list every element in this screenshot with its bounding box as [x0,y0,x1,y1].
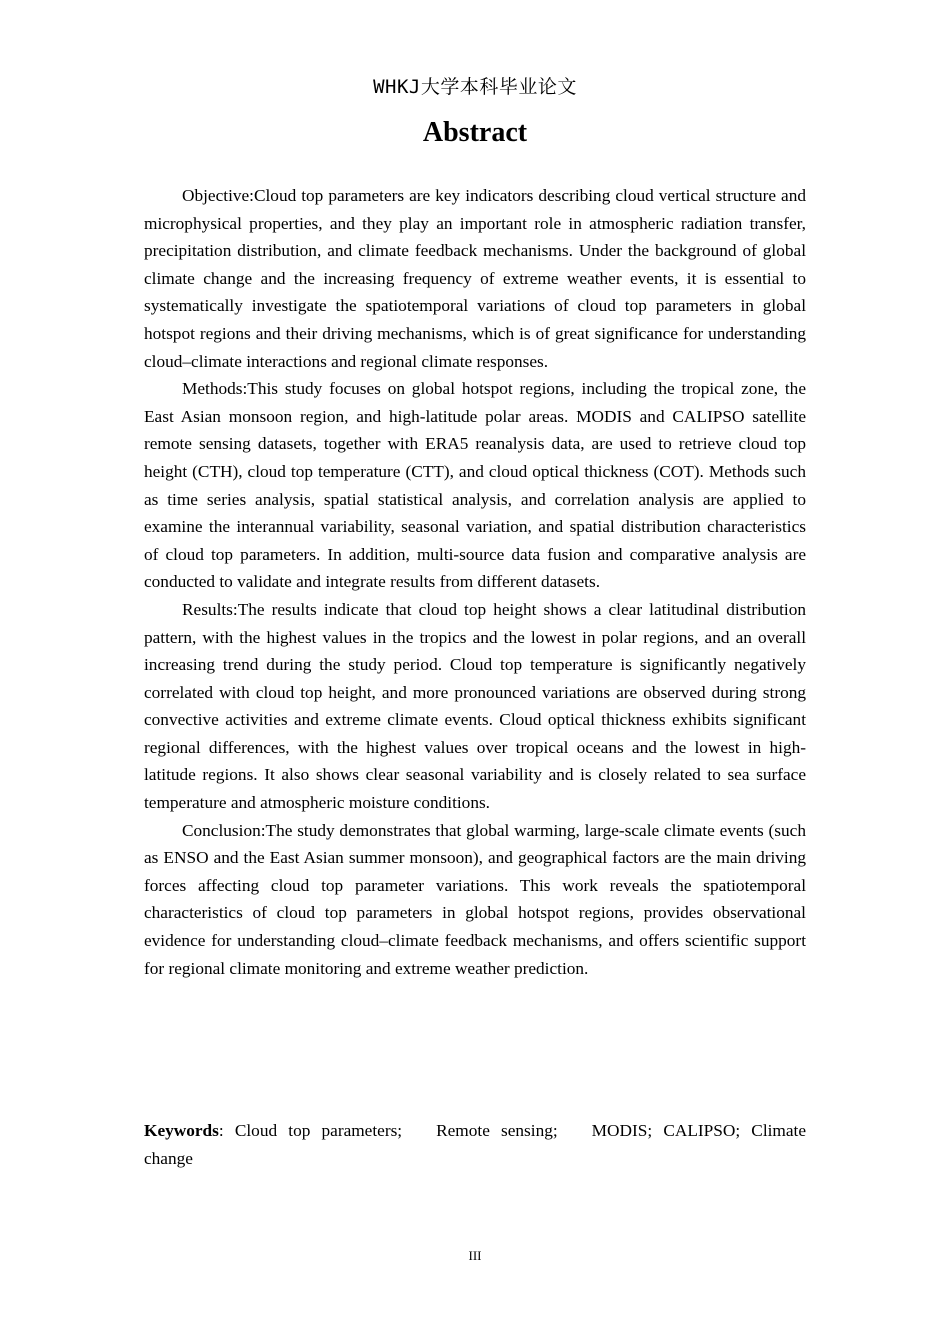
keyword-item: MODIS; CALIPSO; Climate change [144,1121,807,1168]
page-title: Abstract [422,117,528,148]
running-header: WHKJ大学本科毕业论文 [373,76,577,98]
keyword-item: Cloud top parameters; [234,1121,403,1140]
keywords-label: Keywords [144,1121,219,1140]
keywords-separator: : [218,1121,235,1140]
abstract-body [144,182,806,982]
keywords-block [144,1117,806,1172]
keyword-item: Remote sensing; [436,1121,558,1140]
page-number: III [468,1248,482,1263]
abstract-conclusion-paragraph: Conclusion:The study demonstrates that global warming, large-scale climate events (such as ENSO and the East Asian summer monsoon), and geographical factors are the main driving forces affecting cloud top parameter variations. This work reveals the spatiotemporal characteristics of cloud top parameters in global hotspot regions, provides observational evidence for understanding cloud–climate feedback mechanisms, and offers scientific support for regional climate monitoring and extreme weather prediction. [144,820,806,978]
abstract-objective-paragraph: Objective:Cloud top parameters are key indicators describing cloud vertical structure and microphysical properties, and they play an important role in atmospheric radiation transfer, precipitation distribution, and climate feedback mechanisms. Under the background of global climate change and the increasing frequency of extreme weather events, it is essential to systematically investigate the spatiotemporal variations of cloud top parameters in global hotspot regions and their driving mechanisms, which is of great significance for understanding cloud–climate interactions and regional climate responses. [144,186,806,371]
abstract-methods-paragraph: Methods:This study focuses on global hotspot regions, including the tropical zone, the East Asian monsoon region, and high-latitude polar areas. MODIS and CALIPSO satellite remote sensing datasets, together with ERA5 reanalysis data, are used to retrieve cloud top height (CTH), cloud top temperature (CTT), and cloud optical thickness (COT). Methods such as time series analysis, spatial statistical analysis, and correlation analysis are applied to examine the interannual variability, seasonal variation, and spatial distribution characteristics of cloud top parameters. In addition, multi-source data fusion and comparative analysis are conducted to validate and integrate results from different datasets. [144,379,806,592]
abstract-results-paragraph: Results:The results indicate that cloud top height shows a clear latitudinal distribution pattern, with the highest values in the tropics and the lowest in polar regions, and an overall increasing trend during the study period. Cloud top temperature is significantly negatively correlated with cloud top height, and more pronounced variations are observed during strong convective activities and extreme climate events. Cloud optical thickness exhibits significant regional differences, with the highest values over tropical oceans and the lowest in high-latitude regions. It also shows clear seasonal variability and is closely related to sea surface temperature and atmospheric moisture conditions. [144,599,806,813]
